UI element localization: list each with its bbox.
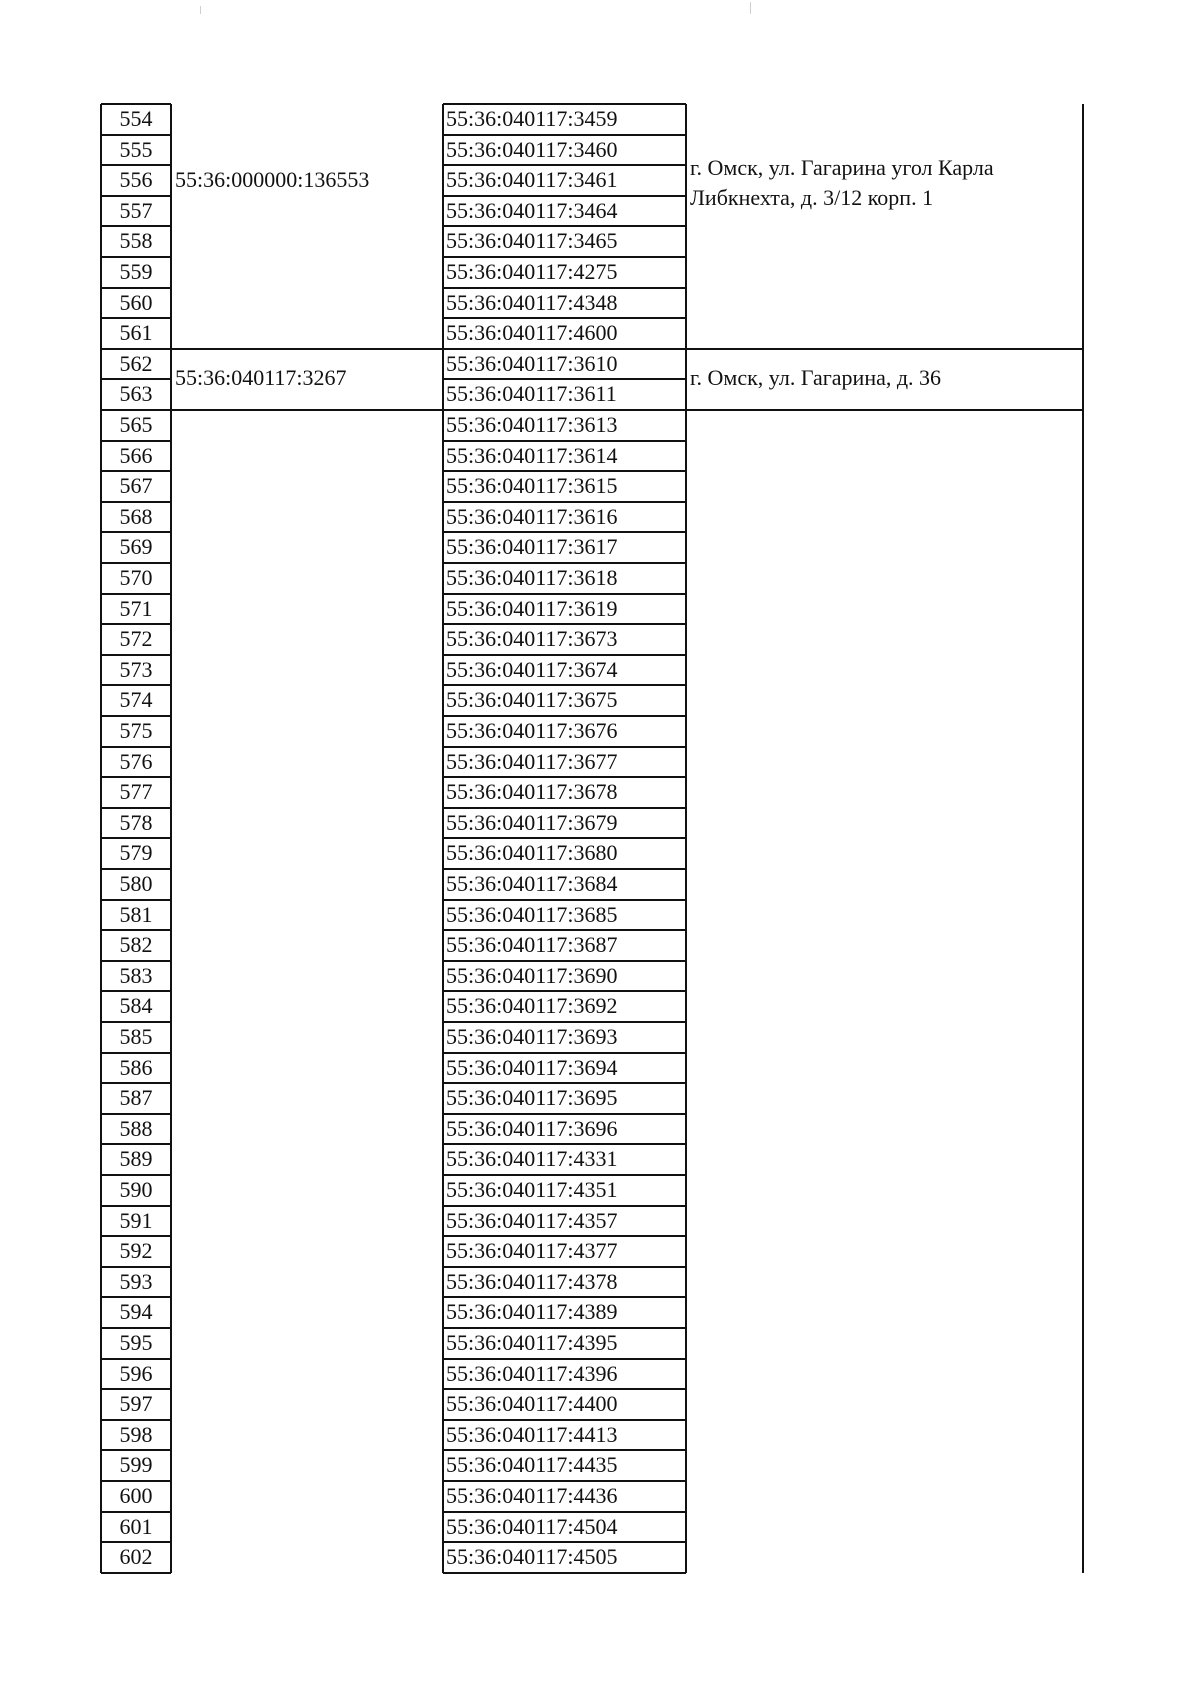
premises-cadastral-number: 55:36:040117:4348 <box>446 289 618 315</box>
premises-cadastral-number: 55:36:040117:3684 <box>446 871 618 896</box>
row-number: 597 <box>119 1391 153 1417</box>
row-number: 599 <box>119 1452 153 1478</box>
row-number: 567 <box>119 473 153 499</box>
row-number: 576 <box>119 748 153 774</box>
row-number: 594 <box>119 1299 153 1325</box>
row-number: 585 <box>119 1024 153 1049</box>
premises-cadastral-number: 55:36:040117:3675 <box>446 687 618 713</box>
premises-cadastral-number: 55:36:040117:3613 <box>446 412 618 437</box>
premises-cadastral-number: 55:36:040117:3685 <box>446 901 618 927</box>
premises-cadastral-number: 55:36:040117:3619 <box>446 595 618 621</box>
row-number: 566 <box>119 442 153 468</box>
building-cadastral-number: 55:36:000000:136553 <box>175 167 370 192</box>
row-number: 570 <box>119 565 153 590</box>
address-cell: г. Омск, ул. Гагарина угол Карла Либкнехта, д. 3/12 корп. 1 <box>690 155 994 210</box>
premises-cadastral-number: 55:36:040117:3694 <box>446 1054 618 1080</box>
premises-cadastral-number: 55:36:040117:3678 <box>446 779 618 805</box>
row-number: 573 <box>119 656 153 682</box>
row-number: 558 <box>119 228 153 254</box>
row-number: 593 <box>119 1268 153 1294</box>
row-number: 582 <box>119 932 153 958</box>
premises-cadastral-number: 55:36:040117:3614 <box>446 442 618 468</box>
table-rule <box>171 409 443 411</box>
premises-cadastral-number: 55:36:040117:4505 <box>446 1544 618 1570</box>
address-cell: г. Омск, ул. Гагарина, д. 36 <box>690 365 942 390</box>
table-rule <box>1082 104 1084 1573</box>
row-number: 587 <box>119 1085 153 1111</box>
row-number: 596 <box>119 1360 153 1386</box>
building-cadastral-number: 55:36:040117:3267 <box>175 365 347 390</box>
row-number: 578 <box>119 809 153 835</box>
premises-cadastral-number: 55:36:040117:4378 <box>446 1268 618 1294</box>
row-number: 568 <box>119 503 153 529</box>
row-number: 584 <box>119 993 153 1019</box>
row-number: 559 <box>119 259 153 284</box>
row-number: 557 <box>119 197 153 223</box>
row-number: 565 <box>119 412 153 437</box>
row-number: 601 <box>119 1513 153 1539</box>
row-number: 595 <box>119 1330 153 1355</box>
row-number: 555 <box>119 136 153 162</box>
row-number: 598 <box>119 1421 153 1447</box>
row-number: 563 <box>119 381 153 407</box>
row-number: 575 <box>119 718 153 743</box>
row-number: 560 <box>119 289 153 315</box>
row-number: 569 <box>119 534 153 560</box>
table-rule <box>171 348 443 350</box>
premises-cadastral-number: 55:36:040117:3674 <box>446 656 618 682</box>
premises-cadastral-number: 55:36:040117:3690 <box>446 962 618 988</box>
row-number: 562 <box>119 350 153 376</box>
row-number: 556 <box>119 167 153 193</box>
premises-cadastral-number: 55:36:040117:4275 <box>446 259 618 284</box>
scan-artifact <box>750 2 751 14</box>
premises-cadastral-number: 55:36:040117:4395 <box>446 1330 618 1355</box>
premises-cadastral-number: 55:36:040117:3611 <box>446 381 617 407</box>
row-number: 590 <box>119 1177 153 1202</box>
premises-cadastral-number: 55:36:040117:4400 <box>446 1391 618 1417</box>
premises-cadastral-number: 55:36:040117:4351 <box>446 1177 618 1202</box>
premises-cadastral-number: 55:36:040117:3692 <box>446 993 618 1019</box>
premises-cadastral-number: 55:36:040117:3677 <box>446 748 618 774</box>
row-number: 554 <box>119 106 153 131</box>
premises-cadastral-number: 55:36:040117:4504 <box>446 1513 618 1539</box>
row-number: 586 <box>119 1054 153 1080</box>
premises-cadastral-number: 55:36:040117:4600 <box>446 320 618 346</box>
row-number: 580 <box>119 871 153 896</box>
premises-cadastral-number: 55:36:040117:3465 <box>446 228 618 254</box>
premises-cadastral-number: 55:36:040117:3460 <box>446 136 618 162</box>
premises-cadastral-number: 55:36:040117:3615 <box>446 473 618 499</box>
premises-cadastral-number: 55:36:040117:4413 <box>446 1421 618 1447</box>
premises-cadastral-number: 55:36:040117:3616 <box>446 503 618 529</box>
row-number: 591 <box>119 1207 153 1233</box>
row-number: 602 <box>119 1544 153 1570</box>
premises-cadastral-number: 55:36:040117:4331 <box>446 1146 618 1172</box>
row-number: 577 <box>119 779 153 805</box>
row-number: 581 <box>119 901 153 927</box>
row-number: 592 <box>119 1238 153 1264</box>
premises-cadastral-number: 55:36:040117:4396 <box>446 1360 618 1386</box>
premises-cadastral-number: 55:36:040117:3679 <box>446 809 618 835</box>
row-number: 588 <box>119 1115 153 1141</box>
table-rule <box>686 409 1083 411</box>
premises-cadastral-number: 55:36:040117:3464 <box>446 197 618 223</box>
premises-cadastral-number: 55:36:040117:3680 <box>446 840 618 866</box>
premises-cadastral-number: 55:36:040117:3610 <box>446 350 618 376</box>
premises-cadastral-number: 55:36:040117:3695 <box>446 1085 618 1111</box>
premises-cadastral-number: 55:36:040117:4436 <box>446 1483 618 1508</box>
premises-cadastral-number: 55:36:040117:3676 <box>446 718 618 743</box>
row-number: 589 <box>119 1146 153 1172</box>
table-rule <box>101 1572 171 1574</box>
premises-cadastral-number: 55:36:040117:4357 <box>446 1207 618 1233</box>
table-rule <box>443 1572 686 1574</box>
premises-cadastral-number: 55:36:040117:4377 <box>446 1238 618 1264</box>
premises-cadastral-number: 55:36:040117:3618 <box>446 565 618 590</box>
row-number: 571 <box>119 595 153 621</box>
premises-cadastral-number: 55:36:040117:4389 <box>446 1299 618 1325</box>
table-rule <box>686 348 1083 350</box>
row-number: 574 <box>119 687 153 713</box>
premises-cadastral-number: 55:36:040117:3687 <box>446 932 618 958</box>
premises-cadastral-number: 55:36:040117:3617 <box>446 534 618 560</box>
premises-cadastral-number: 55:36:040117:3459 <box>446 106 618 131</box>
scan-artifact <box>200 6 201 14</box>
premises-cadastral-number: 55:36:040117:4435 <box>446 1452 618 1478</box>
row-number: 572 <box>119 626 153 652</box>
row-number: 600 <box>119 1483 153 1508</box>
premises-cadastral-number: 55:36:040117:3673 <box>446 626 618 652</box>
premises-cadastral-number: 55:36:040117:3696 <box>446 1115 618 1141</box>
table-rule <box>685 104 687 1573</box>
premises-cadastral-number: 55:36:040117:3461 <box>446 167 618 193</box>
row-number: 579 <box>119 840 153 866</box>
row-number: 583 <box>119 962 153 988</box>
premises-cadastral-number: 55:36:040117:3693 <box>446 1024 618 1049</box>
row-number: 561 <box>119 320 153 346</box>
